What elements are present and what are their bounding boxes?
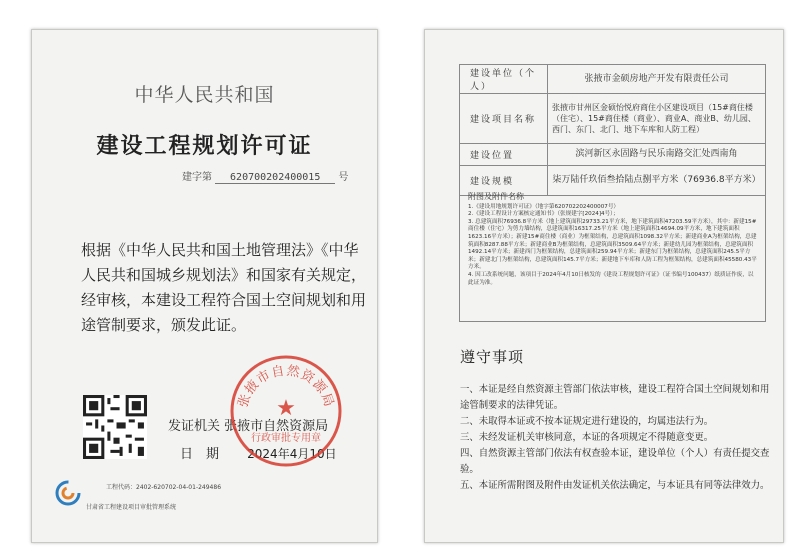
table-row xyxy=(460,144,766,166)
row-label: 建设规模 xyxy=(460,166,548,196)
official-seal xyxy=(228,353,344,469)
certificate-body: 根据《中华人民共和国土地管理法》《中华人民共和国城乡规划法》和国家有关规定，经审核，本建设工程符合国土空间规划和用途管制要求，颁发此证。 xyxy=(81,241,367,334)
row-value: 张掖市金硕房地产开发有限责任公司 xyxy=(548,65,766,94)
svg-text:★: ★ xyxy=(276,396,296,421)
date-value: 2024年4月10日 xyxy=(247,447,337,461)
certificate-back-page xyxy=(424,29,784,543)
notice-title: 遵守事项 xyxy=(460,348,525,366)
table-row xyxy=(460,65,766,94)
attachment-item: 3. 总建筑面积76936.8平方米（地上建筑面积29733.21平方米，地下建筑面积47203.59平方米），其中：新建15#商住楼（住宅）为剪力墙结构，总建筑面积16317.25平方米（地上建筑面积14694.09平方米，地下建筑面积1623.16平方米）；新建15#商住楼（商业）为框架结构，总建筑面积1098.32平方米；新建商业A为框架结构，总建筑面积8287.88平方米；新建商业B为框架结构，总建筑面积3509.64平方米；新建幼儿园为框架结构，总建筑面积1492.14平方米；新建西门为框架结构，总建筑面积259.94平方米；新建东门为框架结构，总建筑面积245.5平方米；新建北门为框架结构，总建筑面积145.7平方米；新建地下车库和人防工程为框架结构，总建筑面积45580.43平方米。 xyxy=(468,218,757,271)
issuer-label: 发证机关 xyxy=(168,419,221,434)
seal-subtext: 行政审批专用章 xyxy=(251,433,321,444)
date-label: 日 期 xyxy=(180,447,220,462)
project-code: 工程代码：2402-620702-04-01-249486 xyxy=(106,484,222,491)
country-name: 中华人民共和国 xyxy=(134,84,275,106)
project-info-table xyxy=(459,64,766,196)
certificate-number-line xyxy=(182,168,348,184)
qr-code-icon xyxy=(83,395,147,459)
notice-item: 三、未经发证机关审核同意，本证的各项规定不得随意变更。 xyxy=(460,432,714,443)
row-value: 张掖市甘州区金硕怡悦府商住小区建设项目（15#商住楼（住宅）、15#商住楼（商业）、商业A、商业B、幼儿园、西门、东门、北门、地下车库和人防工程） xyxy=(548,94,766,144)
certificate-front-page xyxy=(31,29,378,543)
notice-list xyxy=(460,382,770,494)
row-label: 建设项目名称 xyxy=(460,94,548,144)
issuer-value: 张掖市自然资源局 xyxy=(224,419,329,434)
table-row xyxy=(460,94,766,144)
notice-item: 二、未取得本证或不按本证规定进行建设的，均属违法行为。 xyxy=(460,416,714,427)
seal-text: 张掖市自然资源局 xyxy=(235,363,337,410)
attachments-box xyxy=(459,187,766,322)
row-label: 建设单位（个人） xyxy=(460,65,548,94)
notice-item: 一、本证是经自然资源主管部门依法审核，建设工程符合国土空间规划和用途管制要求的法律凭证。 xyxy=(460,384,770,411)
approval-system-logo-icon xyxy=(55,480,81,506)
system-name: 甘肃省工程建设项目审批管理系统 xyxy=(86,504,177,511)
row-label: 建设位置 xyxy=(460,144,548,166)
notice-item: 五、本证所需附图及附件由发证机关依法确定，与本证具有同等法律效力。 xyxy=(460,480,770,491)
attachments-title: 附图及附件名称 xyxy=(468,192,524,201)
certificate-number: 620700202400015 xyxy=(215,172,335,184)
attachment-item: 1.《建设用地规划许可证》（地字第620702202400007号） xyxy=(468,203,620,210)
number-suffix: 号 xyxy=(338,172,349,183)
attachment-item: 4. 因工改系统问题，该项目于2024年4月10日核发的《建设工程规划许可证》（证书编号100437）纸质证作废，以此证为准。 xyxy=(468,271,754,286)
notice-item: 四、自然资源主管部门依法有权查验本证，建设单位（个人）有责任提交查验。 xyxy=(460,448,770,475)
number-prefix: 建字第 xyxy=(182,172,212,183)
row-value: 柒万陆仟玖佰叁拾陆点捌平方米（76936.8平方米） xyxy=(548,166,766,196)
row-value: 滨河新区永固路与民乐南路交汇处西南角 xyxy=(548,144,766,166)
attachment-item: 2.《建设工程设计方案核定通知书》（张规建字[2024]4号）； xyxy=(468,211,619,218)
certificate-title: 建设工程规划许可证 xyxy=(96,134,313,159)
